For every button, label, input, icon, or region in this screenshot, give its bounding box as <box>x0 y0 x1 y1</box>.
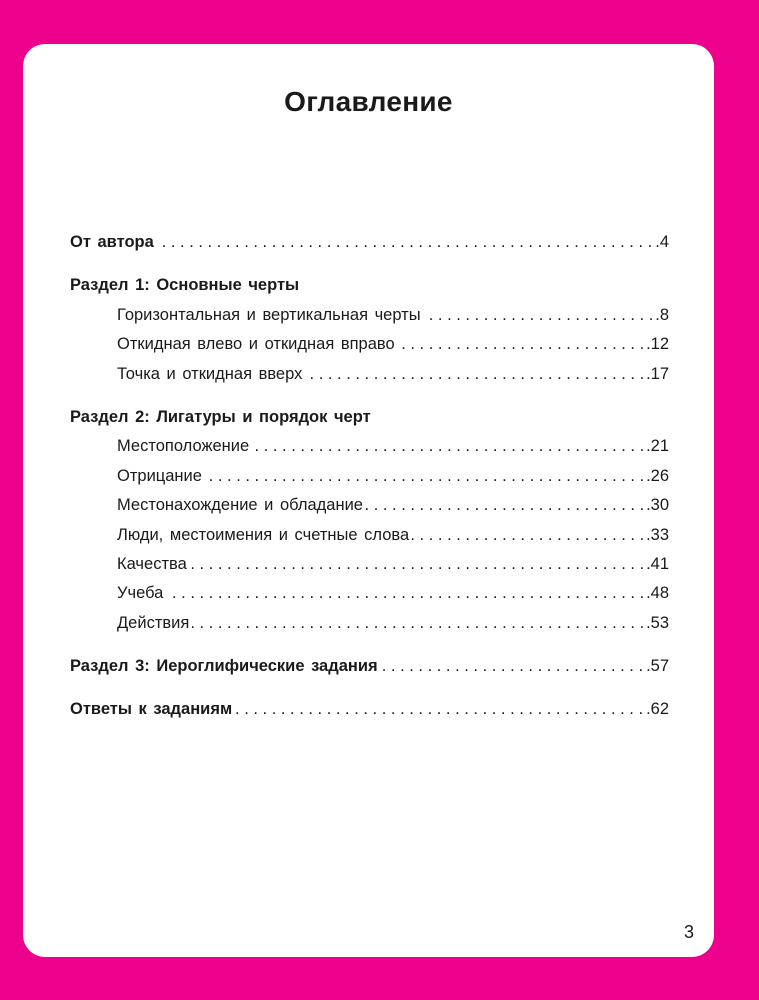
toc-label: Точка и откидная вверх <box>117 365 305 383</box>
toc-entry[interactable] <box>117 579 669 608</box>
toc-page-number: .57 <box>645 652 669 681</box>
toc-page-number: .21 <box>645 432 669 461</box>
toc-label: Местоположение <box>117 437 252 455</box>
toc-answers[interactable] <box>70 695 669 724</box>
toc-entry[interactable] <box>117 462 669 491</box>
toc-page-number: .4 <box>654 228 669 257</box>
dot-leader <box>117 609 669 638</box>
toc-entry[interactable] <box>117 550 669 579</box>
dot-leader <box>117 550 669 579</box>
toc-label: Люди, местоимения и счетные слова <box>117 526 412 544</box>
toc-label: Откидная влево и откидная вправо <box>117 335 398 353</box>
toc-label: От автора <box>70 233 157 251</box>
toc-section-2-heading[interactable] <box>70 403 669 432</box>
toc-page-number: .30 <box>645 491 669 520</box>
toc-label: Качества <box>117 555 190 573</box>
toc-section-1-heading[interactable] <box>70 271 669 300</box>
toc-entry[interactable] <box>117 330 669 359</box>
toc-label: Раздел 3: Иероглифические задания <box>70 657 381 675</box>
toc-label: Раздел 1: Основные черты <box>70 276 302 294</box>
toc-label: Действия <box>117 614 192 632</box>
toc-page-number: .8 <box>654 301 669 330</box>
toc-page-number: .33 <box>645 521 669 550</box>
toc-section-3[interactable] <box>70 652 669 681</box>
toc-page-number: .17 <box>645 360 669 389</box>
toc-page-number: .53 <box>645 609 669 638</box>
toc-page-number: .62 <box>645 695 669 724</box>
book-page <box>23 44 714 957</box>
toc-page-number: .48 <box>645 579 669 608</box>
toc-label: Отрицание <box>117 467 205 485</box>
toc-entry[interactable] <box>117 609 669 638</box>
toc-page-number: .26 <box>645 462 669 491</box>
toc-entry-author[interactable] <box>70 228 669 257</box>
toc-label: Ответы к заданиям <box>70 700 235 718</box>
toc-entry[interactable] <box>117 432 669 461</box>
toc-entry[interactable] <box>117 301 669 330</box>
toc-label: Горизонтальная и вертикальная черты <box>117 306 424 324</box>
table-of-contents <box>70 228 669 725</box>
toc-label: Раздел 2: Лигатуры и порядок черт <box>70 408 374 426</box>
toc-entry[interactable] <box>117 521 669 550</box>
toc-page-number: .12 <box>645 330 669 359</box>
dot-leader <box>117 579 669 608</box>
toc-page-number: .41 <box>645 550 669 579</box>
page-number: 3 <box>683 922 694 942</box>
page-title: Оглавление <box>284 86 453 117</box>
dot-leader <box>70 228 669 257</box>
toc-label: Местонахождение и обладание <box>117 496 366 514</box>
toc-label: Учеба <box>117 584 166 602</box>
toc-entry[interactable] <box>117 491 669 520</box>
toc-entry[interactable] <box>117 360 669 389</box>
